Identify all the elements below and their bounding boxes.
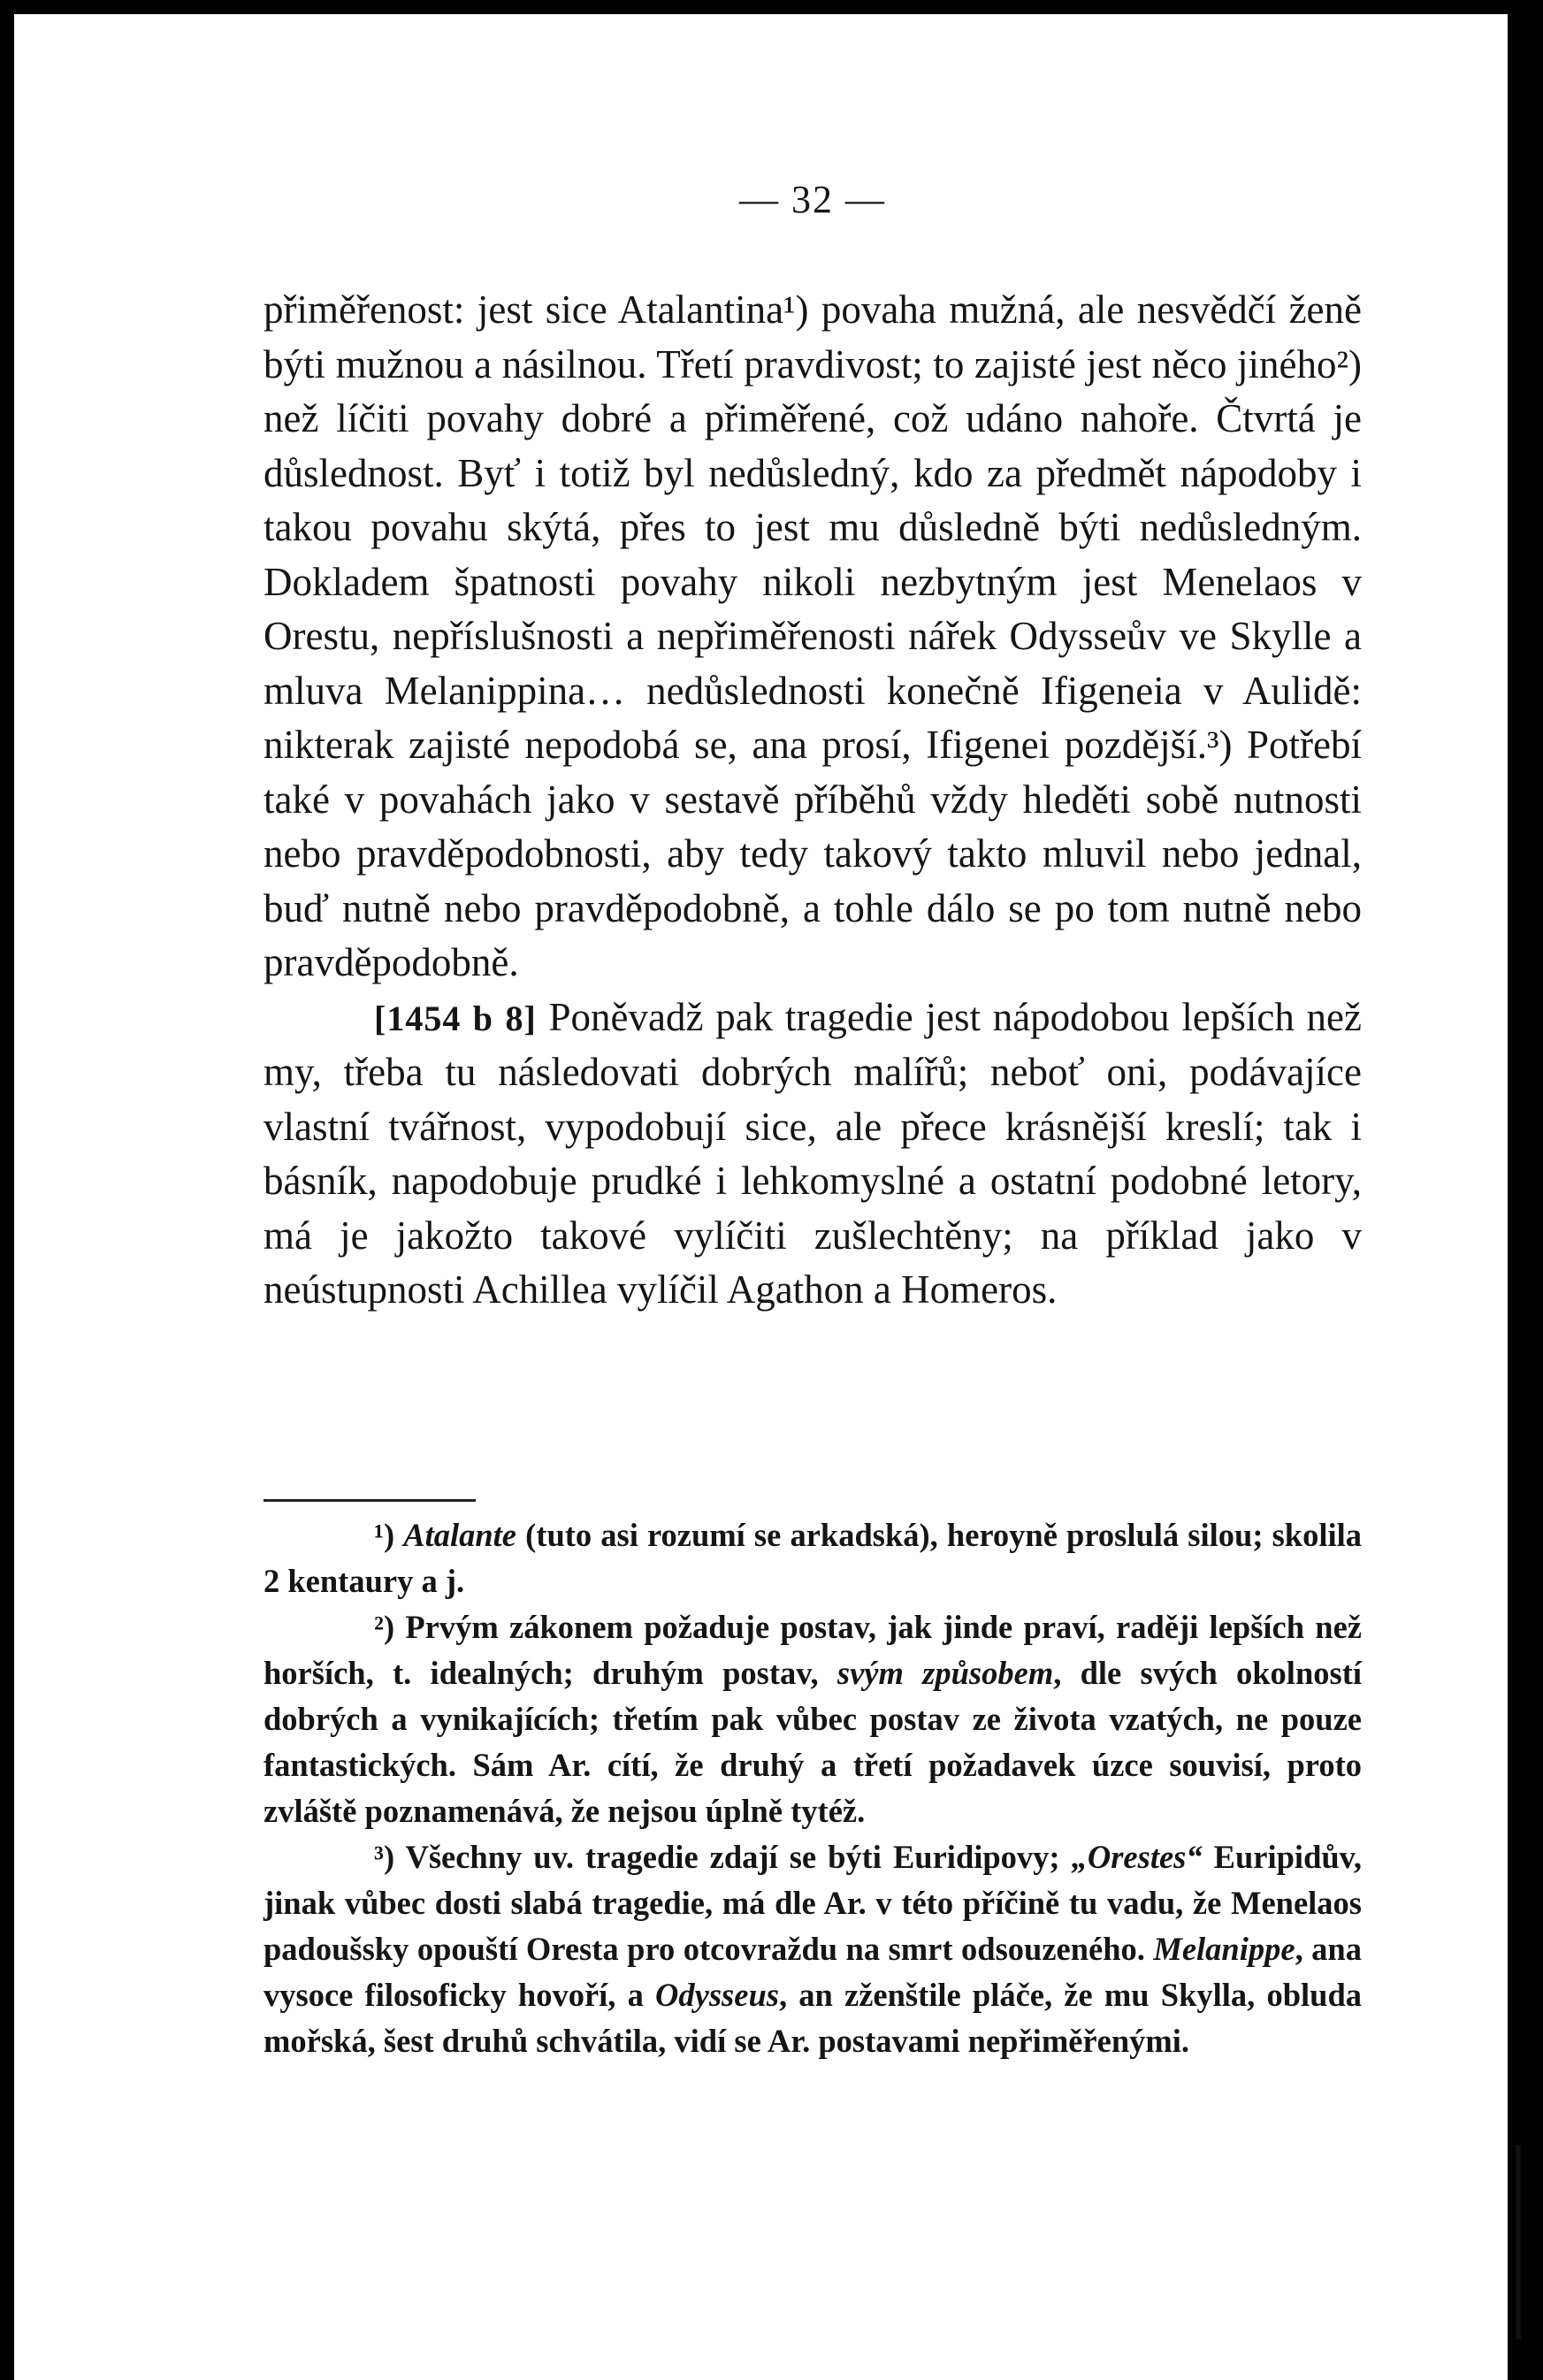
footnote-1 [264, 1512, 1362, 1604]
footnote-term: Odysseus [655, 1977, 779, 2013]
paragraph-2-text: Poněvadž pak tragedie jest nápodobou lepších než my, třeba tu následovati dobrých malířů; neboť oni, podávajíce vlastní tvářnost, vypodobují sice, ale přece krásnější kreslí; tak i básník, napodobuje prudké i lehkomyslné a ostatní podobné letory, má je jakožto takové vylíčiti zušlechtěny; na příklad jako v neústupnosti Achillea vylíčil Agathon a Homeros. [264, 994, 1363, 1312]
footnote-text: , ana vysoce filosoficky hovoří, a [264, 1931, 1362, 2013]
main-text [264, 283, 1362, 1318]
footnote-mark: ²) [374, 1609, 395, 1645]
paragraph-2 [264, 991, 1362, 1318]
footnote-text: , dle svých okolností dobrých a vynikajících; třetím pak vůbec postav ze života vzatých, ne pouze fantastických. Sám Ar. cítí, že druhý a třetí požadavek úzce souvisí, proto zvláště poznamenává, že nejsou úplně tytéž. [264, 1655, 1363, 1829]
footnote-2 [264, 1604, 1362, 1834]
page-number: — 32 — [739, 178, 886, 221]
footnote-mark: ³) [374, 1839, 395, 1875]
footnote-text: Euripidův, jinak vůbec dosti slabá tragedie, má dle Ar. v této příčině tu vadu, že Menelaos padoušsky opouští Oresta pro otcovraždu na smrt odsouzeného. [264, 1839, 1363, 1967]
footnote-3 [264, 1834, 1362, 2064]
footnote-term: svým způsobem [836, 1655, 1054, 1691]
footnotes [264, 1512, 1362, 2064]
footnote-term: Atalante [403, 1517, 517, 1553]
footnote-divider [264, 1499, 476, 1502]
footnote-term: „Orestes“ [1071, 1839, 1203, 1875]
footnote-text: (tuto asi rozumí se arkadská), heroyně proslulá silou; skolila 2 kentaury a j. [264, 1517, 1363, 1599]
paragraph-1: přiměřenost: jest sice Atalantina¹) povaha mužná, ale nesvědčí ženě býti mužnou a násilnou. Třetí pravdivost; to zajisté jest něco jiného²) než líčiti povahy dobré a přiměřené, což udáno nahoře. Čtvrtá je důslednost. Byť i totiž byl nedůsledný, kdo za předmět nápodoby i takou povahu skýtá, přes to jest mu důsledně býti nedůsledným. Dokladem špatnosti povahy nikoli nezbytným jest Menelaos v Orestu, nepříslušnosti a nepřiměřenosti nářek Odysseův ve Skylle a mluva Melanippina… nedůslednosti konečně Ifigeneia v Aulidě: nikterak zajisté nepodobá se, ana prosí, Ifigenei pozdější.³) Potřebí také v povahách jako v sestavě příběhů vždy hleděti sobě nutnosti nebo pravděpodobnosti, aby tedy takový takto mluvil nebo jednal, buď nutně nebo pravděpodobně, a tohle dálo se po tom nutně nebo pravděpodobně. [264, 287, 1362, 984]
footnote-term: Melanippe [1153, 1931, 1295, 1967]
scan-border-right [1508, 0, 1543, 2380]
footnote-mark: ¹) [374, 1517, 395, 1553]
bekker-reference: [1454 b 8] [374, 998, 537, 1038]
scan-border-top [0, 0, 1543, 14]
scan-border-left [0, 0, 14, 2380]
footnote-text: , an zženštile pláče, že mu Skylla, obluda mořská, šest druhů schvátila, vidí se Ar. postavami nepřiměřenými. [264, 1977, 1362, 2059]
footnote-text: Všechny uv. tragedie zdají se býti Euridipovy; [405, 1839, 1060, 1875]
scan-edge-mark [1516, 2145, 1521, 2339]
footnote-text: Prvým zákonem požaduje postav, jak jinde praví, raději lepších než horších, t. idealných; druhým postav, [264, 1609, 1363, 1691]
